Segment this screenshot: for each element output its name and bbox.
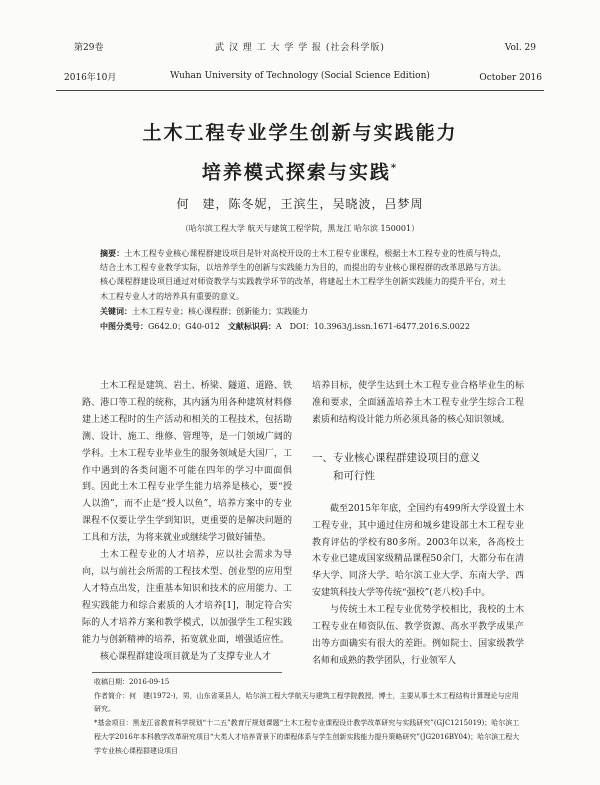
author-note: 作者简介：何 建(1972-)，男，山东省莱县人，哈尔滨工程大学航天与建筑工程学院教授，博士，主要从事土木工程结构计算理论与应用研究。: [94, 691, 519, 714]
classification-value: G642.0；G40-012: [148, 322, 220, 332]
left-paragraph-1: 土木工程是建筑、岩土、桥梁、隧道、道路、铁路、港口等工程的统称，其内涵为用各种建筑材料修建上述工程时的生产活动和相关的工程技术，包括勘测、设计、施工、维修、管理等，是一门领域广阔的学科。土木工程专业毕业生的服务领域是大国厂，工作中遇到的各类问题不可能在四年的学习中面面俱到。因此土木工程专业学生能力培养是核心，要“授人以渔”，而不止是“授人以鱼”，培养方案中的专业课程不仅要让学生学到知识，更重要的是解决问题的工具和方法，为将来就业或继续学习做好铺垫。: [82, 381, 292, 544]
received-date: 收稿日期：2016-09-15: [94, 678, 170, 686]
right-paragraph-1: 截至2015年年底，全国约有499所大学设置土木工程专业，其中通过住房和城乡建设部土木工程专业教育评估的学校有80多所。2003年以来，各高校土木专业已建成国家级精品课程50余门，大都分布在清华大学、同济大学、哈尔滨工业大学、东南大学、西安建筑科技大学等传统“强校”(老八校)手中。: [312, 503, 524, 599]
affiliation: （哈尔滨工程大学 航天与建筑工程学院，黑龙江 哈尔滨 150001）: [180, 224, 420, 233]
header-date-cn: 2016年10月: [64, 73, 117, 83]
section-heading-line1: 一、专业核心课程群建设项目的意义: [312, 451, 480, 464]
left-paragraph-2: 土木工程专业的人才培养，应以社会需求为导向，以与前社会所需的工程技术型、创业型的应用型人才特点出发，注重基本知识和技术的应用能力、工程实践能力和综合素质的人才培养[1]，制定符合实际的人才培养方案和教学模式，以加强学生工程实践能力与创新精神的培养，拓宽就业面，增强适应性。: [82, 550, 292, 645]
header-journal-en: Wuhan University of Technology (Social Science Edition): [170, 71, 430, 81]
right-paragraph-2: 与传统土木工程专业优势学校相比，我校的土木工程专业在师资队伍、教学资源、高水平教学成果产出等方面确实有很大的差距。例如院士、国家级教学名师和成熟的教学团队，行业领军人: [312, 605, 524, 666]
abstract-block: [100, 246, 506, 334]
classification-line: [100, 319, 506, 334]
header-rule: [56, 90, 544, 91]
header-volume-cn: 第29卷: [74, 43, 104, 53]
header-volume-en: Vol. 29: [504, 43, 536, 53]
abstract-label: 摘要：: [100, 248, 125, 258]
doi-text: DOI：10.3963/j.issn.1671-6477.2016.S.0022: [289, 322, 470, 332]
article-title-line2-text: 培养模式探索与实践: [201, 161, 391, 184]
section-heading-line2: 和可行性: [333, 469, 375, 482]
doccode-value: A: [275, 322, 282, 332]
abstract-paragraph: [100, 246, 506, 304]
body-right-column: [312, 378, 524, 670]
keywords-text: 土木工程专业；核心课程群；创新能力；实践能力: [132, 306, 308, 316]
header-date-en: October 2016: [479, 73, 542, 83]
keywords-label: 关键词：: [100, 305, 132, 316]
fund-note: *基金项目：黑龙江省教育科学规划“十二五”教育厅规划课题“土木工程专业课程设计教学改革研究与实践研究”(GJC1215019)；哈尔滨工程大学2016年本科教学改革研究项目“大类人才培养背景下的课程体系与学生创新实践能力提升策略研究”(JG2016BY04)；哈尔滨工程大学专业核心课程群建设项目: [94, 719, 520, 755]
keywords-line: [100, 304, 506, 319]
article-title-line1: 土木工程专业学生创新与实践能力: [142, 122, 458, 144]
header-journal-cn: 武 汉 理 工 大 学 学 报 (社会科学版): [215, 43, 385, 53]
author-list: 何 建，陈冬妮，王滨生，吴晓波，吕梦周: [176, 197, 424, 211]
footnote-block: [94, 676, 524, 758]
body-left-column: [82, 378, 292, 665]
right-intro-paragraph: 培养目标，使学生达到土木工程专业合格毕业生的标准和要求，全面涵盖培养土木工程专业学生综合工程素质和结构设计能力所必须具备的核心知识领域。: [312, 381, 524, 425]
classification-label: 中图分类号：: [100, 321, 148, 332]
section-heading: [312, 449, 524, 485]
footnote-rule: [92, 672, 282, 673]
article-title-line2: [0, 156, 600, 185]
left-paragraph-3: 核心课程群建设项目就是为了支撑专业人才: [100, 651, 272, 662]
doccode-label: 文献标识码：: [227, 321, 276, 332]
abstract-text: 土木工程专业核心课程群建设项目是针对高校开设的土木工程专业课程，根据土木工程专业的性质与特点，结合土木工程专业教学实际，以培养学生的创新与实践能力为目的，而提出的专业核心课程群的改革思路与方法。核心课程群建设项目通过对师资教学与实践教学环节的改革，将建起土木工程学生创新实践能力的提升平台，对土木工程专业人才的培养具有重要的意义。: [100, 249, 507, 301]
title-footnote-mark: *: [390, 163, 399, 174]
